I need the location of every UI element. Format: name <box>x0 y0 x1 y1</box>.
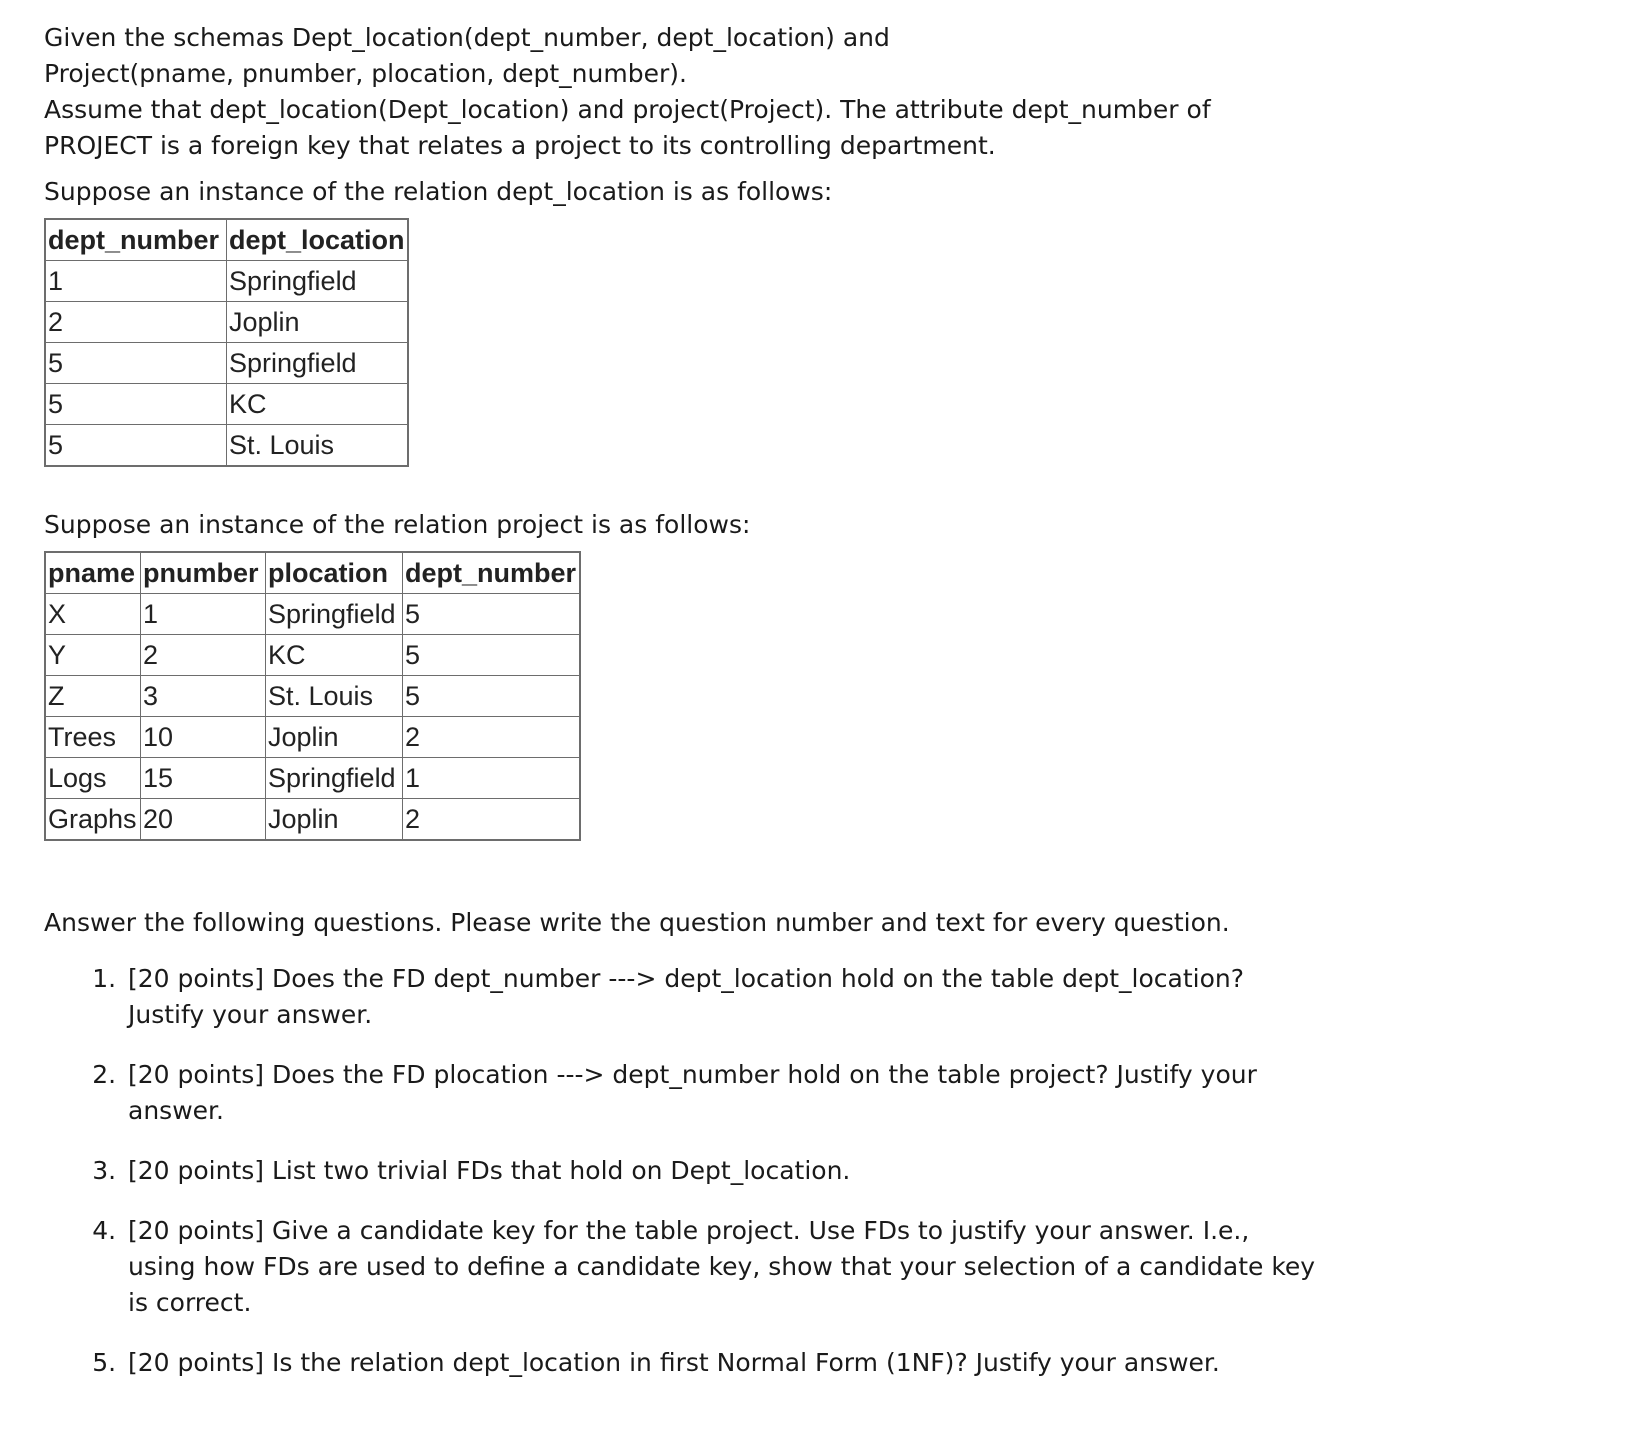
intro-line: Assume that dept_location(Dept_location) and project(Project). The attribute dept_number of <box>44 95 1211 124</box>
table-cell: 2 <box>403 717 581 758</box>
column-header: plocation <box>266 552 403 594</box>
table-cell: 5 <box>45 343 227 384</box>
table-cell: 1 <box>45 261 227 302</box>
column-header: pname <box>45 552 141 594</box>
table-cell: 5 <box>45 425 227 467</box>
table-header-row <box>45 219 408 261</box>
table-cell: KC <box>227 384 409 425</box>
dept-location-table <box>44 218 409 467</box>
table-row <box>45 758 580 799</box>
table-row <box>45 717 580 758</box>
table-cell: Joplin <box>266 799 403 841</box>
dept-location-lead: Suppose an instance of the relation dept_location is as follows: <box>44 177 833 206</box>
table-row <box>45 384 408 425</box>
question-item: 2. [20 points] Does the FD plocation ---> dept_number hold on the table project? Justify your answer. <box>124 1057 1324 1129</box>
column-header: dept_number <box>403 552 581 594</box>
question-item: 5. [20 points] Is the relation dept_location in first Normal Form (1NF)? Justify your answer. <box>124 1345 1324 1381</box>
intro-line: Given the schemas Dept_location(dept_number, dept_location) and <box>44 23 890 52</box>
table-cell: St. Louis <box>266 676 403 717</box>
question-item: 4. [20 points] Give a candidate key for the table project. Use FDs to justify your answer. I.e., using how FDs are used to define a candidate key, show that your selection of a candidate key is correct. <box>124 1213 1324 1321</box>
table-cell: 10 <box>141 717 266 758</box>
table-cell: 2 <box>141 635 266 676</box>
question-item: 1. [20 points] Does the FD dept_number ---> dept_location hold on the table dept_location? Justify your answer. <box>124 961 1324 1033</box>
question-item: 3. [20 points] List two trivial FDs that hold on Dept_location. <box>124 1153 1324 1189</box>
column-header: dept_number <box>45 219 227 261</box>
table-row <box>45 425 408 467</box>
table-row <box>45 594 580 635</box>
table-cell: KC <box>266 635 403 676</box>
table-row <box>45 635 580 676</box>
intro-text <box>44 20 1604 164</box>
table-row <box>45 261 408 302</box>
table-cell: 2 <box>45 302 227 343</box>
table-cell: 20 <box>141 799 266 841</box>
questions-list <box>44 961 1324 1381</box>
table-cell: Logs <box>45 758 141 799</box>
column-header: dept_location <box>227 219 409 261</box>
document-page <box>44 20 1604 1405</box>
table-cell: Joplin <box>266 717 403 758</box>
table-row <box>45 343 408 384</box>
table-cell: 2 <box>403 799 581 841</box>
table-cell: 3 <box>141 676 266 717</box>
project-table <box>44 551 581 841</box>
table-cell: 5 <box>403 635 581 676</box>
table-cell: Trees <box>45 717 141 758</box>
table-row <box>45 799 580 841</box>
table-cell: St. Louis <box>227 425 409 467</box>
questions-intro: Answer the following questions. Please write the question number and text for every question. <box>44 908 1230 937</box>
table-row <box>45 302 408 343</box>
table-cell: Joplin <box>227 302 409 343</box>
table-row <box>45 676 580 717</box>
project-lead: Suppose an instance of the relation project is as follows: <box>44 510 751 539</box>
table-cell: Springfield <box>227 343 409 384</box>
table-header-row <box>45 552 580 594</box>
table-cell: 1 <box>141 594 266 635</box>
table-cell: X <box>45 594 141 635</box>
table-cell: 15 <box>141 758 266 799</box>
intro-line: Project(pname, pnumber, plocation, dept_number). <box>44 59 687 88</box>
column-header: pnumber <box>141 552 266 594</box>
table-cell: Y <box>45 635 141 676</box>
table-cell: Springfield <box>266 758 403 799</box>
table-cell: 1 <box>403 758 581 799</box>
table-cell: 5 <box>45 384 227 425</box>
table-cell: Graphs <box>45 799 141 841</box>
intro-line: PROJECT is a foreign key that relates a project to its controlling department. <box>44 131 996 160</box>
table-cell: 5 <box>403 594 581 635</box>
table-cell: Z <box>45 676 141 717</box>
table-cell: 5 <box>403 676 581 717</box>
table-cell: Springfield <box>266 594 403 635</box>
table-cell: Springfield <box>227 261 409 302</box>
